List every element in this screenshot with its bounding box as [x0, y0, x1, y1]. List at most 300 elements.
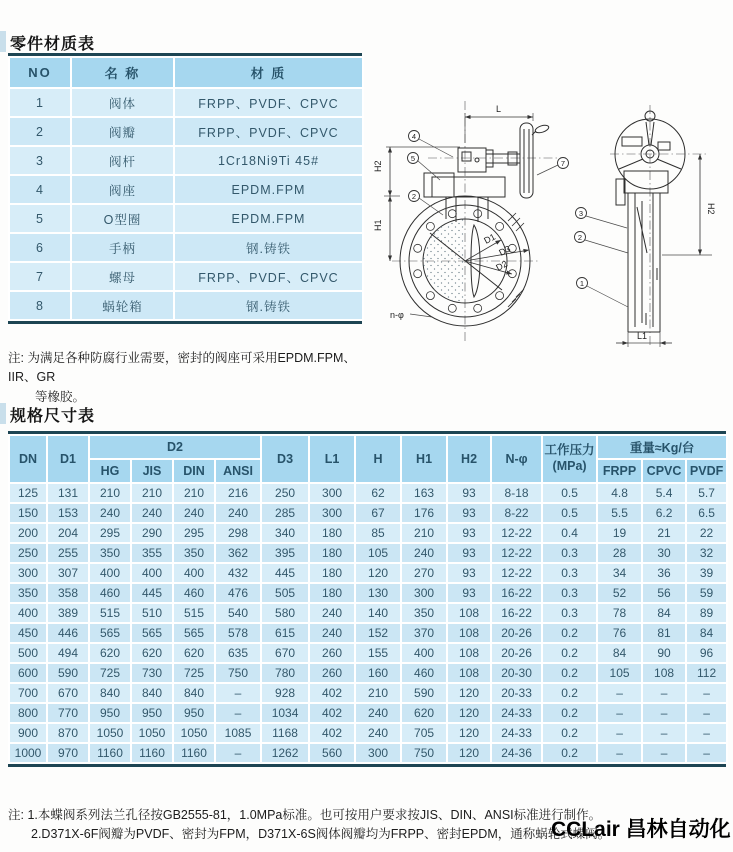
table-cell: FRPP、PVDF、CPVC	[174, 262, 363, 291]
table-cell: 580	[261, 603, 309, 623]
dim-label-L: L	[496, 104, 502, 114]
table-cell: 39	[686, 563, 727, 583]
table-cell: 200	[9, 523, 47, 543]
table-cell: 750	[215, 663, 261, 683]
table-cell: 250	[9, 543, 47, 563]
table-cell: 16-22	[491, 603, 542, 623]
table-cell: 20-33	[491, 683, 542, 703]
table-cell: 0.2	[542, 623, 597, 643]
table-cell: 362	[215, 543, 261, 563]
table-cell: 5.7	[686, 483, 727, 503]
table-cell: 76	[597, 623, 642, 643]
table-cell: 152	[355, 623, 401, 643]
table-cell: 84	[642, 603, 686, 623]
table-cell: 210	[401, 523, 447, 543]
table-row	[9, 563, 727, 583]
svg-text:3: 3	[578, 208, 584, 218]
table-cell: 1	[9, 88, 71, 117]
table-row	[9, 117, 363, 146]
table-cell: 阀杆	[71, 146, 174, 175]
table-cell: 204	[47, 523, 89, 543]
col-header-frpp: FRPP	[597, 459, 642, 483]
table-cell: 2	[9, 117, 71, 146]
table-cell: 93	[447, 563, 491, 583]
col-header-material: 材 质	[174, 57, 363, 88]
table-cell: 81	[642, 623, 686, 643]
table-cell: 400	[131, 563, 173, 583]
table-cell: 93	[447, 503, 491, 523]
table-cell: 260	[309, 643, 355, 663]
dim-L1	[616, 331, 672, 347]
table-cell: 32	[686, 543, 727, 563]
table-cell: 155	[355, 643, 401, 663]
table-cell: 0.2	[542, 683, 597, 703]
table-cell: 0.5	[542, 503, 597, 523]
table-cell: 0.3	[542, 543, 597, 563]
svg-text:2: 2	[577, 232, 583, 242]
table-row	[9, 204, 363, 233]
table-cell: 725	[173, 663, 215, 683]
table-cell: 400	[401, 643, 447, 663]
table-row	[9, 683, 727, 703]
table-cell: 216	[215, 483, 261, 503]
table-cell: 450	[9, 623, 47, 643]
table-cell: 460	[173, 583, 215, 603]
table-cell: 1160	[89, 743, 131, 763]
title-accent-bar	[0, 403, 6, 424]
dim-label-n-phi: n-φ	[390, 310, 404, 320]
table-cell: 240	[355, 723, 401, 743]
table-row	[9, 146, 363, 175]
table-cell: 970	[47, 743, 89, 763]
table-cell: 34	[597, 563, 642, 583]
dim-label-D3: D3	[497, 243, 513, 258]
table-cell: 1Cr18Ni9Ti 45#	[174, 146, 363, 175]
table-cell: 350	[89, 543, 131, 563]
table-cell: –	[642, 703, 686, 723]
table-row	[9, 663, 727, 683]
table-row	[9, 643, 727, 663]
table-cell: 590	[401, 683, 447, 703]
table-cell: 120	[447, 683, 491, 703]
table-cell: 565	[131, 623, 173, 643]
table-row	[9, 703, 727, 723]
table-cell: 250	[261, 483, 309, 503]
table-cell: 540	[215, 603, 261, 623]
svg-text:2: 2	[411, 191, 417, 201]
col-header-d1: D1	[47, 435, 89, 483]
col-header-d3: D3	[261, 435, 309, 483]
table-cell: 565	[89, 623, 131, 643]
table-cell: 210	[131, 483, 173, 503]
table-cell: 3	[9, 146, 71, 175]
col-header-weight-group: 重量≈Kg/台	[597, 435, 727, 459]
table-cell: 494	[47, 643, 89, 663]
balloon-2-front	[409, 191, 444, 216]
table-cell: 1034	[261, 703, 309, 723]
table-cell: 600	[9, 663, 47, 683]
table-cell: 62	[355, 483, 401, 503]
table-row	[9, 175, 363, 204]
col-header-h1: H1	[401, 435, 447, 483]
dim-label-H2: H2	[373, 160, 383, 172]
col-header-h2: H2	[447, 435, 491, 483]
table-cell: FRPP、PVDF、CPVC	[174, 117, 363, 146]
table-cell: 750	[401, 743, 447, 763]
col-header-din: DIN	[173, 459, 215, 483]
table-cell: 446	[47, 623, 89, 643]
front-view	[373, 101, 569, 343]
table-cell: –	[597, 683, 642, 703]
table-cell: 928	[261, 683, 309, 703]
table-cell: 16-22	[491, 583, 542, 603]
table-cell: 0.5	[542, 483, 597, 503]
balloon-2-side	[575, 232, 629, 254]
table-cell: 105	[355, 543, 401, 563]
table-cell: 590	[47, 663, 89, 683]
table-cell: 402	[309, 703, 355, 723]
table-cell: –	[215, 703, 261, 723]
table-cell: 295	[89, 523, 131, 543]
table-cell: 300	[9, 563, 47, 583]
table-cell: 1050	[89, 723, 131, 743]
handwheel-side-profile	[520, 123, 550, 198]
table-cell: 1085	[215, 723, 261, 743]
table-cell: 1000	[9, 743, 47, 763]
table-cell: 240	[131, 503, 173, 523]
table-cell: 52	[597, 583, 642, 603]
dim-label-H2-side: H2	[706, 203, 716, 215]
table-row	[9, 583, 727, 603]
table-cell: 210	[89, 483, 131, 503]
table-cell: 56	[642, 583, 686, 603]
col-header-h: H	[355, 435, 401, 483]
table-cell: 370	[401, 623, 447, 643]
table-cell: 560	[309, 743, 355, 763]
table-cell: 240	[309, 603, 355, 623]
table-cell: 0.2	[542, 663, 597, 683]
table-row	[9, 743, 727, 763]
table-cell: 350	[173, 543, 215, 563]
balloon-7	[537, 158, 569, 176]
table-cell: EPDM.FPM	[174, 175, 363, 204]
table-cell: 270	[401, 563, 447, 583]
col-header-dn: DN	[9, 435, 47, 483]
table-cell: 505	[261, 583, 309, 603]
table-cell: 307	[47, 563, 89, 583]
table-cell: 240	[215, 503, 261, 523]
table-cell: 93	[447, 523, 491, 543]
table-cell: 300	[401, 583, 447, 603]
table-cell: 0.3	[542, 563, 597, 583]
table-cell: 85	[355, 523, 401, 543]
svg-text:4: 4	[411, 131, 417, 141]
table-cell: 515	[173, 603, 215, 623]
table-row	[9, 523, 727, 543]
table-cell: 108	[642, 663, 686, 683]
table-cell: 0.2	[542, 643, 597, 663]
table-cell: 240	[355, 703, 401, 723]
table-cell: 阀座	[71, 175, 174, 204]
dim-n-phi	[390, 310, 432, 320]
table-cell: –	[686, 703, 727, 723]
table-cell: 90	[642, 643, 686, 663]
table-cell: 93	[447, 483, 491, 503]
table-cell: FRPP、PVDF、CPVC	[174, 88, 363, 117]
table-cell: –	[215, 743, 261, 763]
dim-label-D2: D2	[494, 258, 510, 273]
col-header-name: 名 称	[71, 57, 174, 88]
table-cell: 1262	[261, 743, 309, 763]
table-cell: –	[642, 743, 686, 763]
balloon-1	[577, 278, 629, 308]
table-cell: 19	[597, 523, 642, 543]
table-cell: 950	[173, 703, 215, 723]
table-cell: 12-22	[491, 523, 542, 543]
spec-header-row-1	[9, 435, 727, 459]
table-cell: 36	[642, 563, 686, 583]
table-cell: 460	[89, 583, 131, 603]
table-cell: 240	[89, 503, 131, 523]
table-cell: 20-26	[491, 623, 542, 643]
table-cell: 770	[47, 703, 89, 723]
table-cell: 255	[47, 543, 89, 563]
spec-note-line1: 注: 1.本蝶阀系列法兰孔径按GB2555-81，1.0MPa标准。也可按用户要求按JIS、DIN、ANSI标准进行制作。	[8, 808, 602, 822]
table-cell: 260	[309, 663, 355, 683]
parts-table-title: 零件材质表	[10, 36, 96, 53]
table-cell: 120	[447, 723, 491, 743]
spec-table-title: 规格尺寸表	[10, 408, 96, 425]
table-cell: 153	[47, 503, 89, 523]
table-cell: 295	[173, 523, 215, 543]
table-cell: 20-26	[491, 643, 542, 663]
table-cell: 阀体	[71, 88, 174, 117]
table-cell: 240	[401, 543, 447, 563]
table-cell: 7	[9, 262, 71, 291]
side-view	[575, 105, 717, 347]
table-cell: 24-33	[491, 703, 542, 723]
table-row	[9, 483, 727, 503]
table-cell: O型圈	[71, 204, 174, 233]
parts-note-line2: 等橡胶。	[35, 389, 86, 404]
table-cell: 96	[686, 643, 727, 663]
table-cell: 5	[9, 204, 71, 233]
table-cell: 210	[173, 483, 215, 503]
table-cell: 290	[131, 523, 173, 543]
table-cell: 402	[309, 683, 355, 703]
table-cell: 28	[597, 543, 642, 563]
parts-material-table	[8, 53, 362, 324]
table-cell: 620	[89, 643, 131, 663]
table-cell: 108	[447, 663, 491, 683]
table-cell: 20-30	[491, 663, 542, 683]
col-header-ansi: ANSI	[215, 459, 261, 483]
table-cell: 240	[309, 623, 355, 643]
table-cell: 160	[355, 663, 401, 683]
dim-label-D1: D1	[482, 231, 498, 246]
table-cell: 131	[47, 483, 89, 503]
table-cell: 108	[447, 623, 491, 643]
table-row	[9, 291, 363, 320]
table-row	[9, 623, 727, 643]
table-cell: 620	[173, 643, 215, 663]
table-cell: –	[642, 683, 686, 703]
table-cell: 705	[401, 723, 447, 743]
dim-label-H1: H1	[373, 219, 383, 231]
bore-stipple	[423, 219, 465, 303]
table-cell: 725	[89, 663, 131, 683]
table-cell: –	[597, 723, 642, 743]
table-cell: 400	[89, 563, 131, 583]
table-cell: 350	[9, 583, 47, 603]
table-cell: 1160	[173, 743, 215, 763]
svg-text:5: 5	[410, 153, 416, 163]
parts-note	[8, 349, 380, 407]
table-cell: 1168	[261, 723, 309, 743]
svg-text:1: 1	[579, 278, 585, 288]
table-cell: 阀瓣	[71, 117, 174, 146]
parts-header-row	[9, 57, 363, 88]
table-cell: 84	[686, 623, 727, 643]
table-cell: 67	[355, 503, 401, 523]
table-cell: 445	[261, 563, 309, 583]
table-cell: 1160	[131, 743, 173, 763]
table-cell: 578	[215, 623, 261, 643]
table-cell: 870	[47, 723, 89, 743]
col-header-n-phi: N-φ	[491, 435, 542, 483]
table-cell: 150	[9, 503, 47, 523]
table-cell: 240	[173, 503, 215, 523]
table-cell: 615	[261, 623, 309, 643]
table-cell: 6.2	[642, 503, 686, 523]
table-cell: 108	[447, 643, 491, 663]
table-cell: 358	[47, 583, 89, 603]
table-cell: 176	[401, 503, 447, 523]
table-row	[9, 723, 727, 743]
table-cell: 1050	[131, 723, 173, 743]
table-cell: 24-33	[491, 723, 542, 743]
table-cell: 730	[131, 663, 173, 683]
table-cell: 300	[309, 503, 355, 523]
table-cell: 93	[447, 543, 491, 563]
table-cell: 6	[9, 233, 71, 262]
table-cell: 0.3	[542, 583, 597, 603]
table-cell: 340	[261, 523, 309, 543]
table-cell: 510	[131, 603, 173, 623]
table-cell: 105	[597, 663, 642, 683]
table-cell: 620	[401, 703, 447, 723]
table-cell: 476	[215, 583, 261, 603]
col-header-pvdf: PVDF	[686, 459, 727, 483]
table-cell: 12-22	[491, 563, 542, 583]
table-cell: 8	[9, 291, 71, 320]
table-cell: 螺母	[71, 262, 174, 291]
table-cell: 460	[401, 663, 447, 683]
table-row	[9, 233, 363, 262]
table-cell: –	[686, 743, 727, 763]
svg-text:7: 7	[560, 158, 566, 168]
table-row	[9, 262, 363, 291]
table-cell: 900	[9, 723, 47, 743]
table-cell: 120	[447, 703, 491, 723]
table-row	[9, 503, 727, 523]
col-header-hg: HG	[89, 459, 131, 483]
table-cell: 78	[597, 603, 642, 623]
table-cell: 950	[131, 703, 173, 723]
table-cell: 8-18	[491, 483, 542, 503]
table-cell: 840	[131, 683, 173, 703]
table-cell: 670	[47, 683, 89, 703]
table-cell: 515	[89, 603, 131, 623]
col-header-d2-group: D2	[89, 435, 261, 459]
table-cell: 285	[261, 503, 309, 523]
valve-technical-drawing	[370, 85, 733, 365]
table-cell: 840	[89, 683, 131, 703]
table-cell: 395	[261, 543, 309, 563]
table-cell: 84	[597, 643, 642, 663]
table-cell: 0.2	[542, 743, 597, 763]
table-cell: 4.8	[597, 483, 642, 503]
table-cell: 5.4	[642, 483, 686, 503]
table-cell: 180	[309, 523, 355, 543]
col-header-pressure	[542, 435, 597, 483]
pressure-label-line1: 工作压力	[544, 443, 595, 458]
dim-label-L1: L1	[637, 331, 648, 341]
table-cell: 350	[401, 603, 447, 623]
table-cell: 8-22	[491, 503, 542, 523]
table-cell: 635	[215, 643, 261, 663]
table-cell: 355	[131, 543, 173, 563]
table-cell: 800	[9, 703, 47, 723]
table-cell: 125	[9, 483, 47, 503]
table-cell: –	[686, 683, 727, 703]
table-cell: 298	[215, 523, 261, 543]
table-cell: 112	[686, 663, 727, 683]
spec-note-line2: 2.D371X-6F阀瓣为PVDF、密封为FPM，D371X-6S阀体阀瓣均为FRPP、密封EPDM，通称蜗轮式蝶阀。	[31, 826, 611, 841]
table-cell: 30	[642, 543, 686, 563]
table-cell: 140	[355, 603, 401, 623]
col-header-cpvc: CPVC	[642, 459, 686, 483]
table-cell: 钢.铸铁	[174, 233, 363, 262]
table-cell: 手柄	[71, 233, 174, 262]
table-cell: EPDM.FPM	[174, 204, 363, 233]
table-cell: –	[597, 703, 642, 723]
table-cell: 0.2	[542, 703, 597, 723]
table-row	[9, 543, 727, 563]
table-cell: 163	[401, 483, 447, 503]
col-header-l1: L1	[309, 435, 355, 483]
table-cell: –	[597, 743, 642, 763]
table-cell: 400	[173, 563, 215, 583]
table-row	[9, 603, 727, 623]
table-cell: 210	[355, 683, 401, 703]
table-cell: 0.3	[542, 603, 597, 623]
table-cell: –	[686, 723, 727, 743]
table-cell: 0.2	[542, 723, 597, 743]
table-cell: 402	[309, 723, 355, 743]
company-watermark: CCLair 昌林自动化	[551, 818, 731, 841]
table-cell: 4	[9, 175, 71, 204]
table-row	[9, 88, 363, 117]
table-cell: 389	[47, 603, 89, 623]
table-cell: 180	[309, 543, 355, 563]
table-cell: 565	[173, 623, 215, 643]
table-cell: 蜗轮箱	[71, 291, 174, 320]
table-cell: 6.5	[686, 503, 727, 523]
table-cell: 400	[9, 603, 47, 623]
table-cell: 840	[173, 683, 215, 703]
table-cell: 22	[686, 523, 727, 543]
